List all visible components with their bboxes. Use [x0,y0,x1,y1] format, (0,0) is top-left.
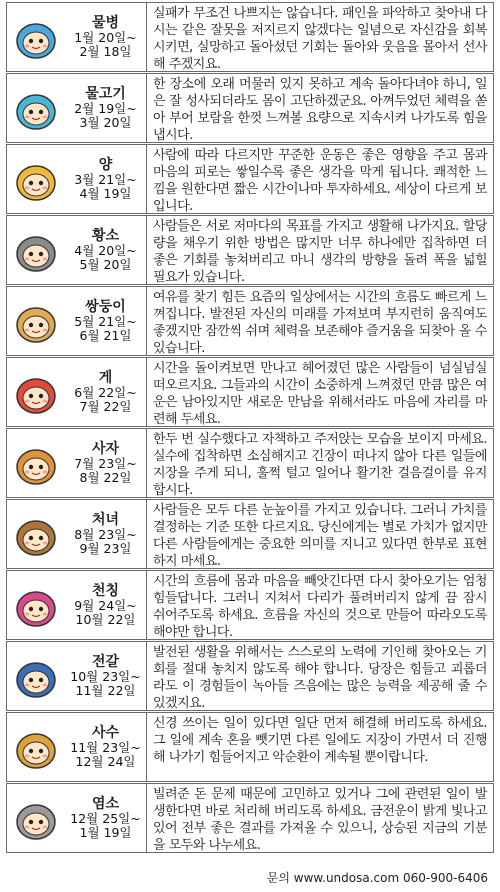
scorpio-icon [7,648,65,704]
sign-fortune-text: 사람들은 서로 저마다의 목표를 가지고 생활해 나가지요. 할당량을 채우기 위한 방법은 많지만 너무 하나에만 집착하면 더 좋은 기회를 놓쳐버리고 마니 생각의 방향을 돌려 폭을 넓힐 필요가 있습니다. [153,219,487,284]
gemini-icon [7,293,65,349]
sign-date-start: 8월 23일~ [74,526,137,542]
sign-name: 염소 [91,795,120,812]
sign-date-end: 12월 24일 [75,754,136,770]
sign-header [7,713,147,781]
sign-meta [65,86,146,131]
sign-row [6,783,494,853]
sign-name: 쌍둥이 [85,298,126,315]
sign-date-start: 10월 23일~ [70,668,141,684]
sign-name: 사자 [91,440,120,457]
sign-header [7,358,147,426]
sign-date-end: 4월 19일 [79,186,132,202]
sign-fortune-text: 발전된 생활을 위해서는 스스로의 노력에 기인해 찾아오는 기회를 절대 놓치지 않도록 해야 합니다. 당장은 힘들고 괴롭더라도 이 경험들이 녹아들 즈음에는 많은 능력을 제공해 줄 수 있겠지요. [153,645,487,710]
sign-date-end: 2월 18일 [79,44,132,60]
capricorn-icon [7,790,65,846]
sign-header [7,3,147,71]
sign-fortune-text: 사람들은 모두 다른 눈높이를 가지고 있습니다. 그러니 가치를 결정하는 기준 또한 다르지요. 당신에게는 별로 가치가 없지만 다른 사람들에게는 중요한 의미를 지니고 있다면 한부로 표현하지 마세요. [153,503,487,568]
sign-date-end: 1월 19일 [79,825,132,841]
sign-row [6,641,494,711]
sign-date-end: 3월 20일 [79,115,132,131]
sign-name: 게 [98,369,113,386]
sign-date-start: 5월 21일~ [74,313,137,329]
sign-row [6,499,494,569]
sign-date-start: 12월 25일~ [70,810,141,826]
sign-header [7,145,147,213]
sign-name: 천칭 [91,582,120,599]
sign-fortune-text: 한 장소에 오래 머물러 있지 못하고 계속 돌아다녀야 하니, 일은 잘 성사되더라도 몸이 고단하겠군요. 아껴두었던 체력을 쏟아 부어 보람을 한껏 느껴볼 요량으로 지속시켜 나가도록 힘을 냅시다. [153,77,487,142]
pisces-icon [7,80,65,136]
sign-meta [65,725,146,770]
cancer-icon [7,364,65,420]
libra-icon [7,577,65,633]
sign-header [7,287,147,355]
sign-header [7,642,147,710]
sign-header [7,74,147,142]
sign-meta [65,796,146,841]
sign-name: 양 [98,156,113,173]
sign-row [6,2,494,72]
sign-date-end: 5월 20일 [79,257,132,273]
sign-fortune-text: 시간을 돌이켜보면 만나고 헤어졌던 많은 사람들이 넘실넘실 떠오르지요. 그들과의 시간이 소중하게 느껴졌던 만큼 많은 여운은 남아있지만 새로운 만남을 위해서라도 마음에 자리를 마련해 두세요. [153,361,487,426]
sign-meta [65,583,146,628]
sign-header [7,571,147,639]
sign-fortune-text: 사람에 따라 다르지만 꾸준한 운동은 좋은 영향을 주고 몸과 마음의 피로는 쌓일수록 좋은 생각을 막게 됩니다. 쾌적한 느낌을 원한다면 짧은 시간이나마 투자하세요. 세상이 다르게 보입니다. [153,148,487,213]
sign-date-end: 7월 22일 [79,399,132,415]
sign-date-start: 2월 19일~ [74,100,137,116]
footer-contact: 문의 www.undosa.com 060-900-6406 [266,871,488,885]
sign-fortune-text: 시간의 흐름에 몸과 마음을 빼앗긴다면 다시 찾아오기는 엄청 힘들답니다. 그러니 지쳐서 다리가 풀려버리지 않게 끔 잠시 쉬어주도록 하세요. 흐름을 자신의 것으로 만들어 따라오도록 해야만 합니다. [153,574,487,639]
sign-row [6,286,494,356]
sign-date-start: 7월 23일~ [74,455,137,471]
sign-header [7,500,147,568]
sign-header [7,216,147,284]
sign-header [7,784,147,852]
sign-meta [65,157,146,202]
sign-fortune-text: 빌려준 돈 문제 때문에 고민하고 있거나 그에 관련된 일이 발생한다면 바로 처리해 버리도록 하세요. 금전운이 밝게 빛나고 있어 전부 좋은 결과를 가져올 수 있으니, 상승된 지금의 기분을 모두와 나누세요. [153,787,487,852]
sign-fortune-text: 신경 쓰이는 일이 있다면 일단 먼저 해결해 버리도록 하세요. 그 일에 계속 혼을 뺏기면 다른 일에도 지장이 가면서 더 진행해 나가기 힘들어지고 악순환이 계속될 뿐이랍니다. [153,716,487,766]
sign-meta [65,370,146,415]
sign-meta [65,512,146,557]
sign-meta [65,15,146,60]
sign-header [7,429,147,497]
sign-row [6,712,494,782]
sign-meta [65,441,146,486]
taurus-icon [7,222,65,278]
sign-date-start: 6월 22일~ [74,384,137,400]
sign-row [6,73,494,143]
sign-row [6,215,494,285]
sign-meta [65,299,146,344]
sign-date-end: 10월 22일 [75,612,136,628]
sagittarius-icon [7,719,65,775]
sign-name: 황소 [91,227,120,244]
sign-date-start: 4월 20일~ [74,242,137,258]
sign-date-end: 11월 22일 [75,683,136,699]
virgo-icon [7,506,65,562]
sign-fortune-text: 실패가 무조건 나쁘지는 않습니다. 패인을 파악하고 찾아내 다시는 같은 잘못을 저지르지 않겠다는 일념으로 자신감을 회복시키면, 실망하고 돌아섰던 기회는 돌아와 웃음을 몰아서 선사해 주겠지요. [153,6,487,71]
aquarius-icon [7,9,65,65]
sign-name: 물고기 [85,85,126,102]
sign-row [6,144,494,214]
sign-date-end: 6월 21일 [79,328,132,344]
sign-row [6,428,494,498]
sign-date-start: 1월 20일~ [74,29,137,45]
sign-name: 처녀 [91,511,120,528]
aries-icon [7,151,65,207]
sign-fortune-text: 여유를 찾기 힘든 요즘의 일상에서는 시간의 흐름도 빠르게 느껴집니다. 발전된 자신의 미래를 가져보며 부지런히 움직여도 좋겠지만 잠깐씩 쉬며 체력을 보존해야 즐거움을 되찾아 올 수 있습니다. [153,290,487,355]
sign-date-start: 3월 21일~ [74,171,137,187]
sign-meta [65,228,146,273]
sign-date-end: 9월 23일 [79,541,132,557]
sign-meta [65,654,146,699]
sign-date-start: 9월 24일~ [74,597,137,613]
leo-icon [7,435,65,491]
sign-row [6,570,494,640]
sign-name: 사수 [91,724,120,741]
sign-date-start: 11월 23일~ [70,739,141,755]
sign-name: 물병 [91,14,120,31]
sign-name: 전갈 [91,653,120,670]
sign-fortune-text: 한두 번 실수했다고 자책하고 주저앉는 모습을 보이지 마세요. 실수에 집착하면 소심해지고 긴장이 떠나지 않아 다른 일들에 지장을 주게 되니, 훌쩍 털고 일어나 활기찬 걸음걸이를 유지합시다. [153,432,487,497]
sign-date-end: 8월 22일 [79,470,132,486]
sign-row [6,357,494,427]
